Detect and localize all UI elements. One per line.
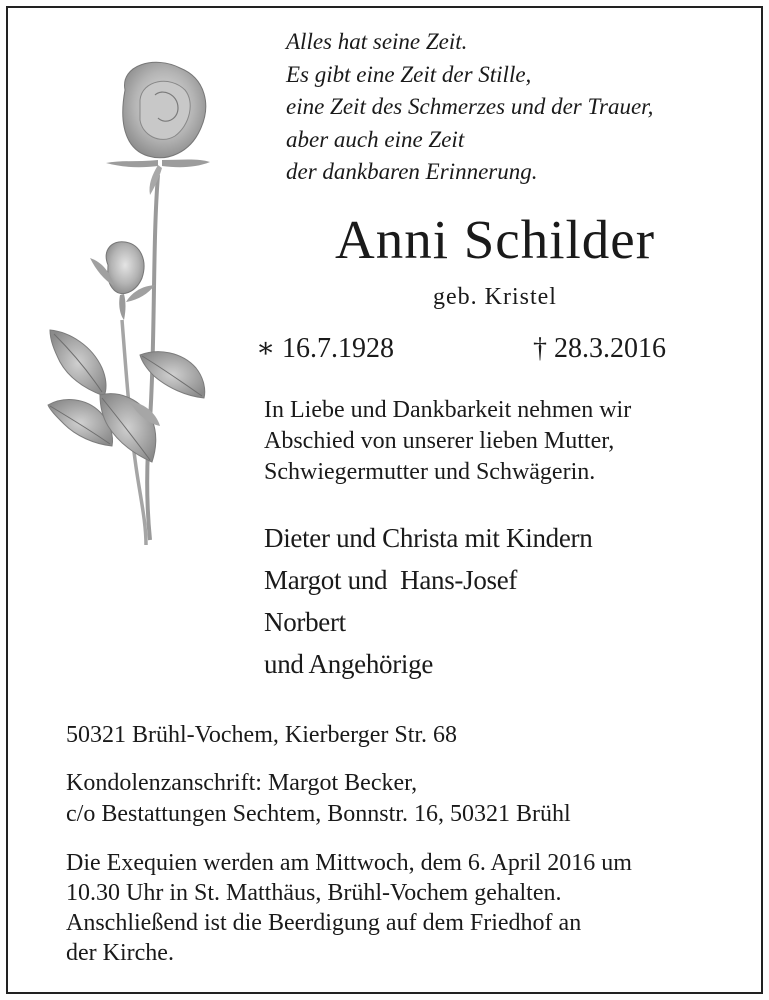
mourner-entry: und Angehörige — [264, 649, 434, 679]
poem — [286, 26, 746, 189]
death-date: † 28.3.2016 — [533, 333, 666, 364]
mourners-list — [264, 517, 744, 685]
funeral-line: Die Exequien werden am Mittwoch, dem 6. April 2016 um — [66, 850, 632, 876]
mourner-entry: Norbert — [264, 607, 346, 637]
funeral-details — [66, 848, 746, 968]
farewell-line: Abschied von unserer lieben Mutter, — [264, 428, 615, 454]
birth-date: ∗ 16.7.1928 — [256, 333, 395, 364]
mourner-entry: Margot und Hans-Josef — [264, 565, 518, 595]
funeral-line: der Kirche. — [66, 940, 174, 966]
deceased-name: Anni Schilder — [334, 209, 656, 270]
poem-line: eine Zeit des Schmerzes und der Trauer, — [286, 94, 654, 119]
family-address: 50321 Brühl-Vochem, Kierberger Str. 68 — [66, 722, 458, 748]
rose-icon — [30, 50, 230, 550]
mourner-entry: Dieter und Christa mit Kindern — [264, 523, 593, 553]
funeral-line: 10.30 Uhr in St. Matthäus, Brühl-Vochem gehalten. — [66, 880, 562, 906]
farewell-line: In Liebe und Dankbarkeit nehmen wir — [264, 397, 632, 423]
poem-line: Es gibt eine Zeit der Stille, — [286, 61, 532, 87]
farewell-text — [264, 395, 744, 488]
condolence-address — [66, 768, 746, 830]
condolence-line: c/o Bestattungen Sechtem, Bonnstr. 16, 50321 Brühl — [66, 801, 571, 827]
maiden-name: geb. Kristel — [433, 284, 557, 310]
funeral-line: Anschließend ist die Beerdigung auf dem Friedhof an — [66, 910, 582, 936]
poem-line: der dankbaren Erinnerung. — [286, 159, 538, 184]
poem-line: Alles hat seine Zeit. — [286, 29, 468, 54]
farewell-line: Schwiegermutter und Schwägerin. — [264, 459, 596, 485]
poem-line: aber auch eine Zeit — [286, 126, 465, 152]
condolence-line: Kondolenzanschrift: Margot Becker, — [66, 770, 418, 796]
